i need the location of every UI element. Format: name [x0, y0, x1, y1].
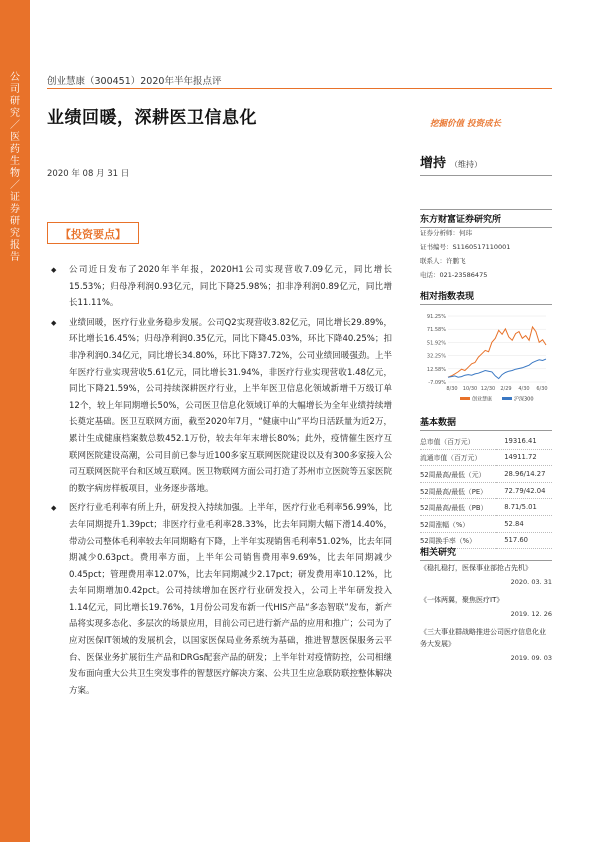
chart-x-tick-label: 10/30	[462, 386, 478, 392]
basic-data-value: 14911.72	[496, 449, 552, 466]
rating-label: 增持	[420, 156, 447, 171]
chart-legend-label: 沪深300	[514, 396, 534, 403]
chart-x-tick-label: 4/30	[518, 386, 530, 392]
chart-legend-label: 创业慧康	[472, 396, 493, 403]
chart-x-tick-label: 12/30	[480, 386, 496, 392]
diamond-bullet-icon: ◆	[51, 318, 57, 327]
research-item[interactable]	[420, 594, 552, 618]
report-header: 创业慧康（300451）2020年半年报点评	[47, 76, 222, 87]
basic-data-value: 28.96/14.27	[496, 466, 552, 483]
analyst-line: 联系人：许鹏飞	[420, 257, 466, 265]
page-title: 业绩回暖，深耕医卫信息化	[47, 108, 257, 128]
invest-points-box	[47, 222, 139, 244]
invest-points-label: 【投资要点】	[60, 228, 126, 241]
basic-data-value: 8.71/5.01	[496, 499, 552, 516]
bullet-text: 医疗行业毛利率有所上升，研发投入持续加强。上半年，医疗行业毛利率56.99%，比去年同期提升1.39pct；非医疗行业毛利率28.33%，比去年同期大幅下滑14.40%，带动公司整体毛利率较去年同期略有下降，上半年实现销售毛利率51.02%，比去年同期减少0.63pct。费用率方面，上半年公司销售费用率9.69%，比去年同期减少0.45pct；管理费用率12.07%，比去年同期减少2.17pct；研发费用率10.12%，比去年同期增加0.42pct。公司持续增加在医疗行业研发投入，公司上半年研发投入1.14亿元，同比增长19.76%，1月份公司发布新一代HIS产品“多态智联”发布，新产品将实现多态化、多层次的场景应用，目前公司已进行新产品的应用和推广；公司为了应对医保IT领域的发展机会，以国家医保局业务系统为基础，推进智慧医保服务云平台、医保业务扩展衍生产品和DRGs配套产品的研发；上半年针对疫情防控，公司相继发布面向重大公共卫生突发事件的智慧医疗解决方案、公共卫生应急联防联控整体解决方案。	[69, 503, 393, 696]
analyst-line: 证券分析师：何玮	[420, 229, 472, 237]
chart-y-tick-label: -7.09%	[428, 380, 446, 386]
rating-sub: （维持）	[450, 160, 483, 169]
chart-section-title: 相对指数表现	[420, 289, 552, 305]
basic-section-title: 基本数据	[420, 415, 552, 431]
header-divider	[47, 88, 552, 89]
basic-data-label: 52周涨幅（%）	[420, 515, 496, 532]
sidebar-label: 公司研究／医药生物／证券研究报告	[10, 72, 20, 263]
research-item[interactable]	[420, 626, 552, 662]
report-date: 2020 年 08 月 31 日	[47, 169, 130, 179]
basic-data-value: 52.84	[496, 515, 552, 532]
slogan: 挖掘价值 投资成长	[430, 119, 501, 129]
chart-y-tick-label: 32.25%	[426, 353, 446, 360]
chart-svg	[420, 312, 552, 404]
basic-data-label: 总市值（百万元）	[420, 433, 496, 449]
chart-x-tick-label: 8/30	[446, 386, 458, 392]
basic-data-row	[420, 433, 552, 449]
diamond-bullet-icon: ◆	[51, 266, 57, 274]
research-title[interactable]: 《稳扎稳打，医保事业部抢占先机》	[420, 564, 532, 572]
basic-data-label: 流通市值（百万元）	[420, 449, 496, 466]
org-name: 东方财富证券研究所	[420, 209, 552, 228]
basic-data-value: 72.79/42.04	[496, 482, 552, 499]
bullet-item	[47, 315, 392, 498]
research-item[interactable]	[420, 562, 552, 586]
relative-index-chart	[420, 312, 552, 404]
research-title[interactable]: 《一体两翼，聚焦医疗IT》	[420, 596, 504, 604]
analyst-line: 证书编号：S1160517110001	[420, 243, 511, 251]
main-column	[47, 262, 392, 702]
bullet-item	[47, 262, 392, 312]
basic-data-row	[420, 482, 552, 499]
research-section-title: 相关研究	[420, 545, 552, 561]
sidebar	[0, 0, 30, 842]
chart-y-tick-label: 71.58%	[426, 327, 446, 334]
rating-divider	[420, 175, 552, 176]
basic-data-row	[420, 499, 552, 516]
basic-data-label: 52周最高/最低（元）	[420, 466, 496, 483]
diamond-bullet-icon: ◆	[51, 504, 57, 513]
research-date: 2020. 03. 31	[510, 578, 552, 586]
basic-data-row	[420, 515, 552, 532]
chart-y-tick-label: 51.92%	[426, 340, 446, 347]
basic-data-label: 52周最高/最低（PE）	[420, 482, 496, 499]
basic-data-row	[420, 466, 552, 483]
chart-series-line	[448, 327, 546, 377]
basic-data-value: 517.60	[496, 532, 552, 549]
basic-data-value: 19316.41	[496, 433, 552, 449]
research-list	[420, 562, 552, 670]
chart-x-tick-label: 2/29	[500, 386, 512, 392]
analyst-line: 电话：021-23586475	[420, 271, 488, 279]
basic-data-label: 52周换手率（%）	[420, 532, 496, 549]
chart-legend-swatch	[460, 397, 470, 400]
bullet-item	[47, 500, 392, 699]
research-date: 2019. 09. 03	[510, 654, 552, 662]
research-date: 2019. 12. 26	[510, 610, 552, 618]
basic-data-label: 52周最高/最低（PB）	[420, 499, 496, 516]
basic-data-table	[420, 433, 552, 549]
chart-legend-swatch	[502, 397, 512, 400]
chart-x-tick-label: 6/30	[536, 386, 548, 392]
chart-y-tick-label: 91.25%	[426, 314, 446, 320]
bullet-text: 业绩回暖，医疗行业业务稳步发展。公司Q2实现营收3.82亿元，同比增长29.89%，环比增长16.45%；归母净利润0.35亿元，同比下降45.03%，环比下降40.25%；扣非净利润0.34亿元，同比增长34.80%，环比下降37.72%，公司业绩回暖强劲。上半年医疗行业实现营收5.61亿元，同比增长31.94%，非医疗行业实现营收1.48亿元，同比下降21.59%，公司持续深耕医疗行业，上半年医卫信息化领域新增千万级订单12个，较上年同期增长50%，公司医卫信息化领域订单的大幅增长为全年业绩持续增长奠定基础。医卫互联网方面，截至2020年7月，“健康中山”平均日活跃量为近2万，累计生成健康档案数总数452.1万份，较去年年末增长80%；此外，疫情催生医疗互联网医院建设高潮，公司目前已参与近100多家互联网医院建设以及有300多家接入公司互联网医院平台和区域互联网。医卫物联网方面公司打造了苏州市立医院等五家医院的数字病房样板项目，业务逐步落地。	[69, 317, 393, 494]
research-title[interactable]: 《三大事业群战略推进公司医疗信息化业务大发展》	[420, 628, 546, 648]
chart-y-tick-label: 12.58%	[426, 366, 446, 373]
basic-data-row	[420, 449, 552, 466]
bullet-text: 公司近日发布了2020年半年报，2020H1公司实现营收7.09亿元，同比增长15.53%；归母净利润0.93亿元，同比下降25.98%；扣非净利润0.89亿元，同比增长11.11%。	[69, 265, 392, 309]
rating	[420, 152, 482, 171]
